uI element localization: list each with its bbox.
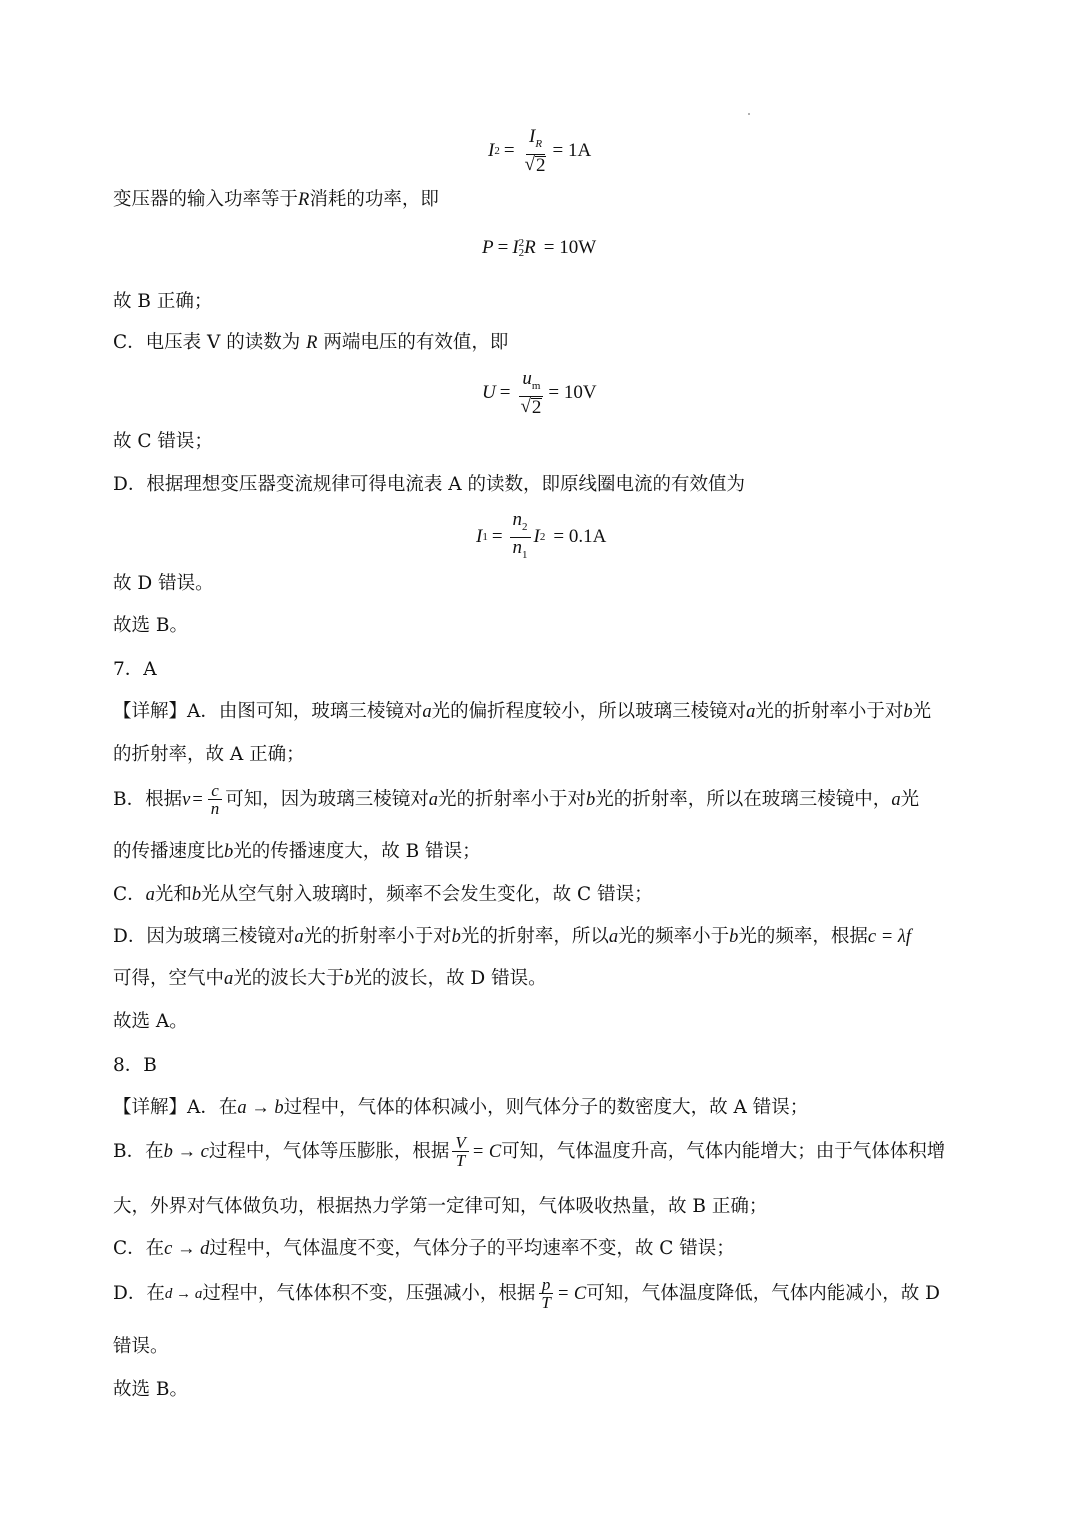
text-line: 故选 A。	[113, 1011, 188, 1032]
equation-i1: I 1 = $\frac{n_2}{n_1}$ I 2 = 0.1A	[476, 509, 607, 561]
text-line: D．根据理想变压器变流规律可得电流表 A 的读数，即原线圈电流的有效值为	[113, 474, 745, 495]
text-line: D．因为玻璃三棱镜对a光的折射率小于对b光的折射率，所以a光的频率小于b光的频率，根据c = λf	[113, 926, 912, 947]
text-line: 【详解】A．在a → b过程中，气体的体积减小，则气体分子的数密度大，故 A 错误；	[113, 1097, 809, 1118]
text-line: C．在c → d过程中，气体温度不变，气体分子的平均速率不变，故 C 错误；	[113, 1238, 735, 1259]
equation-i2: I 2 = $I_R$ √ 2 = 1A	[488, 126, 592, 176]
text-line: 大，外界对气体做负功，根据热力学第一定律可知，气体吸收热量，故 B 正确；	[113, 1196, 768, 1217]
question-number: 8．B	[113, 1055, 157, 1076]
text-line: B．在 b → c 过程中，气体等压膨胀，根据 $\frac{V}{T}$ = C 可知，气体温度升高，气体内能增大；由于气体体积增	[113, 1133, 946, 1170]
text-line: 的传播速度比b光的传播速度大，故 B 错误；	[113, 841, 481, 862]
text-line: C．a光和b光从空气射入玻璃时，频率不会发生变化，故 C 错误；	[113, 884, 653, 905]
text-line: 故 D 错误。	[113, 573, 214, 594]
text-line: 【详解】A．由图可知，玻璃三棱镜对a光的偏折程度较小，所以玻璃三棱镜对a光的折射率小于对b光	[113, 701, 932, 722]
text-line: C．电压表 V 的读数为 R 两端电压的有效值，即	[113, 332, 509, 353]
text-line: 可得，空气中a光的波长大于b光的波长，故 D 错误。	[113, 968, 547, 989]
text-line: 故选 B。	[113, 615, 188, 636]
equation-voltage: U = $u_m$ √ 2 = 10V	[482, 368, 597, 418]
equation-power: P = I 2 2 R = 10W	[482, 237, 597, 259]
speck	[748, 113, 750, 115]
text-line: D．在 d → a 过程中，气体体积不变，压强减小，根据 $\frac{p}{T}$ = C 可知，气体温度降低，气体内能减小，故 D	[113, 1275, 940, 1312]
text-line: 的折射率，故 A 正确；	[113, 744, 305, 765]
question-number: 7．A	[113, 659, 157, 680]
text-line: 变压器的输入功率等于R消耗的功率，即	[113, 189, 439, 210]
text-line: 错误。	[113, 1336, 169, 1357]
text-line: B．根据 v = $\frac{c}{n}$ 可知，因为玻璃三棱镜对 a 光的折射率小于对 b 光的折射率，所以在玻璃三棱镜中， a 光	[113, 781, 920, 818]
text-line: 故选 B。	[113, 1379, 188, 1400]
text-line: 故 C 错误；	[113, 431, 213, 452]
text-line: 故 B 正确；	[113, 291, 213, 312]
